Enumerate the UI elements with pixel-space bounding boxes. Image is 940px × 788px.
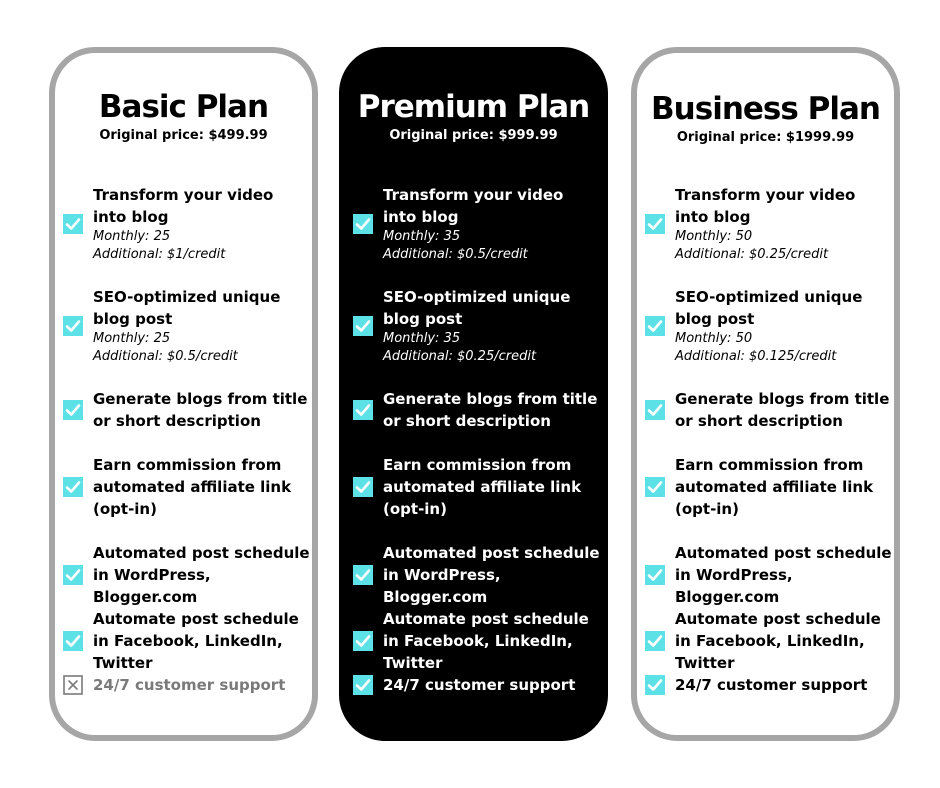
feature-item	[645, 454, 890, 520]
x-box-icon	[63, 675, 83, 695]
feature-title: Automated post schedule in WordPress, Blogger.com	[675, 544, 892, 606]
feature-item	[645, 608, 890, 674]
feature-title: Automate post schedule in Facebook, LinkedIn, Twitter	[675, 610, 881, 672]
checkbox-checked-icon	[645, 675, 665, 695]
plan-card-basic	[49, 47, 318, 741]
checkbox-checked-icon	[353, 400, 373, 420]
feature-monthly: Monthly: 25	[93, 331, 171, 346]
feature-title: Automated post schedule in WordPress, Blogger.com	[383, 544, 600, 606]
plan-title: Premium Plan	[357, 89, 590, 125]
checkbox-checked-icon	[353, 214, 373, 234]
plan-title: Basic Plan	[98, 89, 269, 125]
checkbox-checked-icon	[63, 400, 83, 420]
feature-item	[353, 388, 598, 432]
checkbox-checked-icon	[353, 316, 373, 336]
feature-title: Generate blogs from title or short description	[93, 390, 308, 430]
checkbox-checked-icon	[353, 565, 373, 585]
checkbox-checked-icon	[63, 477, 83, 497]
feature-item	[63, 608, 308, 674]
feature-title: 24/7 customer support	[383, 676, 576, 694]
feature-title: 24/7 customer support	[93, 676, 286, 694]
feature-title: Earn commission from automated affiliate link (opt-in)	[383, 456, 582, 518]
feature-monthly: Monthly: 50	[675, 229, 753, 244]
checkbox-checked-icon	[645, 477, 665, 497]
checkbox-checked-icon	[645, 631, 665, 651]
original-price: Original price: $499.99	[99, 128, 268, 143]
checkbox-checked-icon	[353, 631, 373, 651]
feature-monthly: Monthly: 35	[383, 229, 461, 244]
feature-item	[645, 286, 890, 366]
original-price: Original price: $999.99	[389, 128, 558, 143]
feature-item	[63, 184, 303, 264]
feature-item	[353, 286, 598, 366]
feature-title: Transform your video into blog	[93, 186, 274, 226]
feature-item	[645, 674, 890, 696]
checkbox-checked-icon	[645, 214, 665, 234]
feature-item	[353, 542, 598, 608]
feature-additional: Additional: $0.5/credit	[383, 247, 528, 262]
original-price: Original price: $1999.99	[676, 130, 855, 145]
checkbox-checked-icon	[353, 675, 373, 695]
checkbox-checked-icon	[645, 316, 665, 336]
feature-title: Automate post schedule in Facebook, LinkedIn, Twitter	[93, 610, 299, 672]
feature-title: Generate blogs from title or short description	[383, 390, 598, 430]
feature-title: Earn commission from automated affiliate link (opt-in)	[675, 456, 874, 518]
feature-title: Transform your video into blog	[383, 186, 564, 226]
feature-title: Automate post schedule in Facebook, LinkedIn, Twitter	[383, 610, 589, 672]
feature-additional: Additional: $1/credit	[93, 247, 226, 262]
feature-additional: Additional: $0.25/credit	[675, 247, 829, 262]
feature-item	[63, 388, 308, 432]
feature-title: Earn commission from automated affiliate link (opt-in)	[93, 456, 292, 518]
checkbox-checked-icon	[63, 565, 83, 585]
feature-item	[645, 184, 890, 264]
checkbox-checked-icon	[353, 477, 373, 497]
feature-monthly: Monthly: 50	[675, 331, 753, 346]
feature-monthly: Monthly: 25	[93, 229, 171, 244]
checkbox-checked-icon	[645, 565, 665, 585]
feature-item	[63, 286, 308, 366]
feature-additional: Additional: $0.125/credit	[675, 349, 837, 364]
plan-title: Business Plan	[651, 91, 880, 127]
feature-title: SEO-optimized unique blog post	[675, 288, 863, 328]
feature-item	[645, 542, 890, 608]
feature-item	[353, 454, 598, 520]
plan-card-business	[631, 47, 900, 741]
feature-item	[63, 454, 308, 520]
feature-title: Automated post schedule in WordPress, Blogger.com	[93, 544, 310, 606]
feature-title: Transform your video into blog	[675, 186, 856, 226]
feature-item	[645, 388, 890, 432]
feature-title: SEO-optimized unique blog post	[93, 288, 281, 328]
feature-item	[63, 542, 308, 608]
feature-item	[353, 674, 598, 696]
checkbox-checked-icon	[63, 214, 83, 234]
feature-title: 24/7 customer support	[675, 676, 868, 694]
feature-title: SEO-optimized unique blog post	[383, 288, 571, 328]
feature-item	[353, 608, 598, 674]
feature-additional: Additional: $0.5/credit	[93, 349, 238, 364]
feature-monthly: Monthly: 35	[383, 331, 461, 346]
checkbox-checked-icon	[63, 631, 83, 651]
feature-item	[353, 184, 598, 264]
feature-item-disabled	[63, 674, 308, 696]
feature-additional: Additional: $0.25/credit	[383, 349, 537, 364]
feature-title: Generate blogs from title or short description	[675, 390, 890, 430]
plan-card-premium	[339, 47, 608, 741]
checkbox-checked-icon	[63, 316, 83, 336]
checkbox-checked-icon	[645, 400, 665, 420]
